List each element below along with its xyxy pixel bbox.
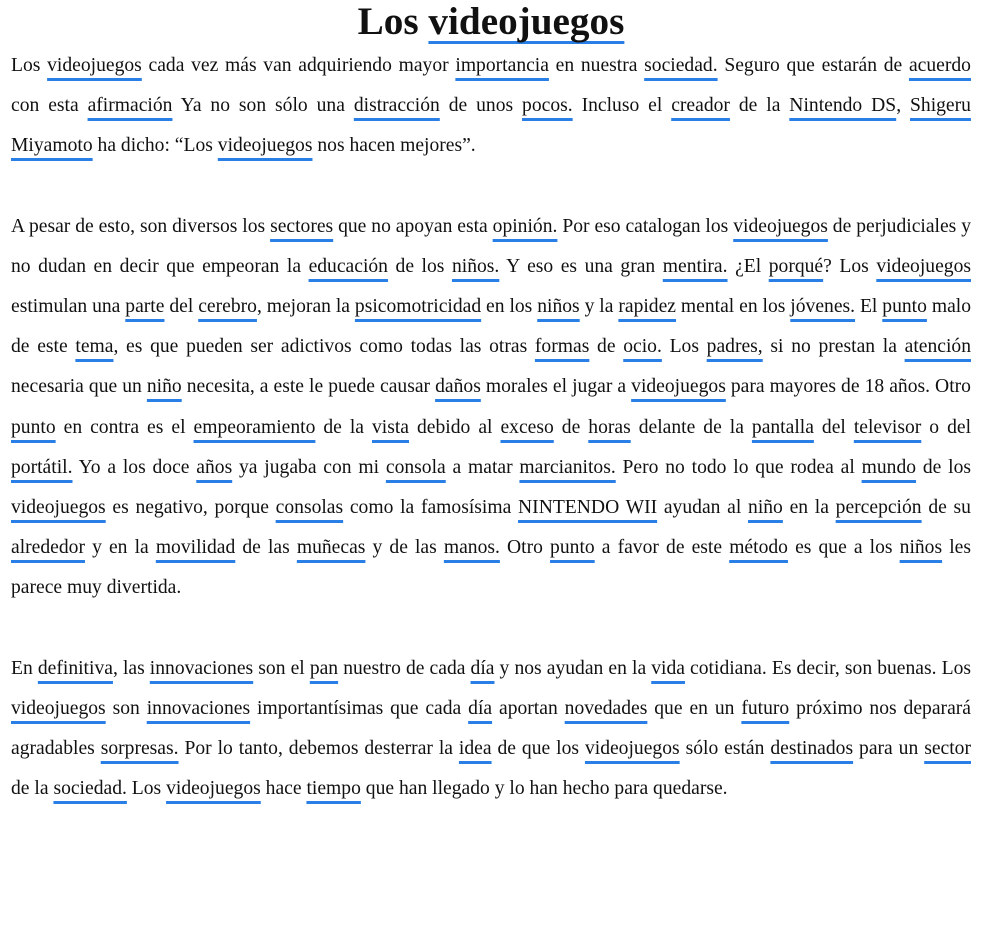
text-run: ¿El [727,255,769,277]
text-run: es negativo, porque [105,497,276,519]
text-run: mental en los [676,296,791,318]
underlined-word: vida [651,657,685,679]
text-run: Yo a los doce [72,456,197,478]
underlined-word: horas [588,416,631,438]
underlined-word: videojuegos [217,135,313,157]
underlined-word: videojuegos [166,778,261,800]
text-run: , [896,95,910,117]
text-run: Por eso catalogan los [557,215,734,237]
text-run: Seguro que estarán de [717,55,909,76]
underlined-word: marcianitos. [519,456,616,478]
text-run: si no prestan la [762,336,905,358]
text-run: Otro [499,537,551,559]
underlined-word: pan [309,657,339,679]
text-run: próximo nos deparará agradables [11,697,971,760]
document-title [11,0,971,43]
text-run: Los [661,336,707,358]
text-run: de unos [439,95,523,117]
text-run: Por lo tanto, debemos desterrar la [178,738,459,760]
underlined-word: sociedad. [644,55,718,76]
underlined-word: futuro [741,697,790,719]
underlined-word: punto [11,416,56,438]
underlined-word: niños. [451,255,500,277]
text-run: debido al [409,416,501,438]
text-run: sólo están [679,738,771,760]
underlined-word: definitiva [37,657,113,679]
underlined-word: movilidad [155,537,236,559]
underlined-word: educación [308,255,388,277]
underlined-word: psicomotricidad [354,296,482,318]
text-run: que han llegado y lo han hecho para quedarse. [360,778,728,800]
text-run: Los [126,778,167,800]
text-run: que no apoyan esta [333,215,493,237]
underlined-word: niños [537,296,580,318]
text-run: El [855,296,883,318]
underlined-word: creador [671,95,730,117]
underlined-word: empeoramiento [193,416,316,438]
text-run: para mayores de 18 años. Otro [725,376,971,398]
text-run: y en la [84,537,156,559]
text-run: ya jugaba con mi [232,456,386,478]
underlined-word: niños [899,537,943,559]
text-run: A pesar de esto, son diversos los [11,215,271,237]
underlined-word: sectores [270,215,334,237]
text-run: en los [481,296,538,318]
text-run: estimulan una [11,296,126,318]
underlined-word: videojuegos [876,255,971,277]
underlined-word: pantalla [751,416,814,438]
text-run: necesita, a este le puede causar [181,376,436,398]
text-run: de [553,416,589,438]
underlined-word: idea [458,738,492,760]
text-run: a favor de este [594,537,730,559]
underlined-word: daños [435,376,481,398]
underlined-word: sociedad. [53,778,127,800]
text-run: y la [579,296,619,318]
underlined-word: vista [372,416,410,438]
text-run: de las [235,537,297,559]
underlined-word: rapidez [618,296,676,318]
underlined-word: acuerdo [908,55,971,76]
underlined-word: videojuegos [733,215,828,237]
text-run: para un [853,738,925,760]
text-run: como la famosísima [343,497,519,519]
text-run: , las [112,657,150,679]
text-run: en nuestra [548,55,645,76]
text-run: En [11,657,38,679]
underlined-word: niño [748,497,783,519]
text-run: Los [357,0,429,43]
text-run: de la [11,778,54,800]
underlined-word: cerebro [198,296,257,318]
underlined-word: percepción [835,497,922,519]
text-run: , es que pueden ser adictivos como todas las otras [113,336,535,358]
underlined-word: videojuegos [11,697,106,719]
underlined-word: manos. [443,537,500,559]
text-run: es que a los [787,537,900,559]
text-run: de que los [491,738,585,760]
text-run: y de las [365,537,444,559]
text-run: ? Los [823,255,877,277]
document [11,0,972,809]
underlined-word: videojuegos [47,55,142,76]
underlined-word: NINTENDO WII [518,497,658,519]
underlined-word: atención [904,336,971,358]
text-run: que en un [647,697,742,719]
text-run: cada vez más van adquiriendo mayor [141,55,456,76]
underlined-word: parte [125,296,165,318]
text-run: de los [387,255,452,277]
underlined-word: innovaciones [149,657,254,679]
text-run: y nos ayudan en la [494,657,652,679]
text-run: importantísimas que cada [250,697,469,719]
text-run: del [164,296,199,318]
paragraph-spacer [11,167,971,207]
underlined-word: punto [882,296,927,318]
underlined-word: muñecas [296,537,366,559]
text-run: Incluso el [572,95,672,117]
text-run: de los [916,456,971,478]
text-run: de [589,336,624,358]
underlined-word: exceso [500,416,554,438]
underlined-word: portátil. [11,456,73,478]
text-run: a matar [445,456,520,478]
text-run: aportan [492,697,565,719]
underlined-word: alrededor [11,537,85,559]
text-run: malo de este [11,296,972,358]
text-run: morales el jugar a [480,376,632,398]
underlined-word: videojuegos [428,0,625,43]
text-run: Ya no son sólo una [172,95,354,117]
underlined-word: opinión. [492,215,558,237]
underlined-word: videojuegos [631,376,726,398]
text-run: del [813,416,854,438]
underlined-word: mentira. [662,255,728,277]
text-run: de su [921,497,971,519]
underlined-word: mundo [861,456,917,478]
text-run: de la [729,95,790,117]
underlined-word: porqué [768,255,824,277]
underlined-word: novedades [564,697,648,719]
underlined-word: pocos. [522,95,573,117]
underlined-word: televisor [853,416,922,438]
text-run: nos hacen mejores”. [312,135,476,157]
text-run: necesaria que un [11,376,147,398]
underlined-word: consola [385,456,446,478]
text-run: con esta [11,95,88,117]
underlined-word: consolas [275,497,344,519]
text-run: hace [260,778,307,800]
text-run: son [105,697,147,719]
underlined-word: punto [550,537,595,559]
underlined-word: distracción [353,95,440,117]
underlined-word: tiempo [306,778,361,800]
text-run: Y eso es una gran [499,255,663,277]
text-run: de la [315,416,372,438]
underlined-word: Nintendo DS [789,95,897,117]
text-run: ha dicho: “Los [92,135,218,157]
text-run: de perjudiciales y no dudan en decir que empeoran la [11,215,972,277]
underlined-word: innovaciones [146,697,251,719]
text-run: , mejoran la [256,296,355,318]
underlined-word: jóvenes. [790,296,856,318]
underlined-word: sorpresas. [100,738,179,760]
text-run: cotidiana. Es decir, son buenas. Los [684,657,971,679]
underlined-word: tema [75,336,114,358]
paragraph-2 [11,207,971,609]
text-run: en la [782,497,836,519]
underlined-word: videojuegos [11,497,106,519]
underlined-word: ocio. [623,336,662,358]
underlined-word: día [468,697,493,719]
text-run: o del [921,416,972,438]
text-run: son el [253,657,310,679]
underlined-word: destinados [770,738,854,760]
underlined-word: sector [924,738,971,760]
underlined-word: formas [534,336,590,358]
underlined-word: videojuegos [584,738,680,760]
text-run: Los [11,55,48,76]
text-run: delante de la [630,416,752,438]
underlined-word: día [470,657,495,679]
underlined-word: niño [146,376,182,398]
paragraph-1 [11,46,971,167]
paragraph-spacer [11,609,971,649]
underlined-word: Shigeru Miyamoto [11,95,971,157]
text-run: ayudan al [657,497,749,519]
text-run: les parece muy divertida. [11,537,971,599]
underlined-word: años [196,456,233,478]
text-run: en contra es el [55,416,194,438]
underlined-word: afirmación [87,95,173,117]
paragraph-3 [11,649,971,810]
text-run: Pero no todo lo que rodea al [615,456,862,478]
text-run: nuestro de cada [338,657,471,679]
underlined-word: importancia [455,55,549,76]
underlined-word: padres, [706,336,763,358]
underlined-word: método [729,537,788,559]
